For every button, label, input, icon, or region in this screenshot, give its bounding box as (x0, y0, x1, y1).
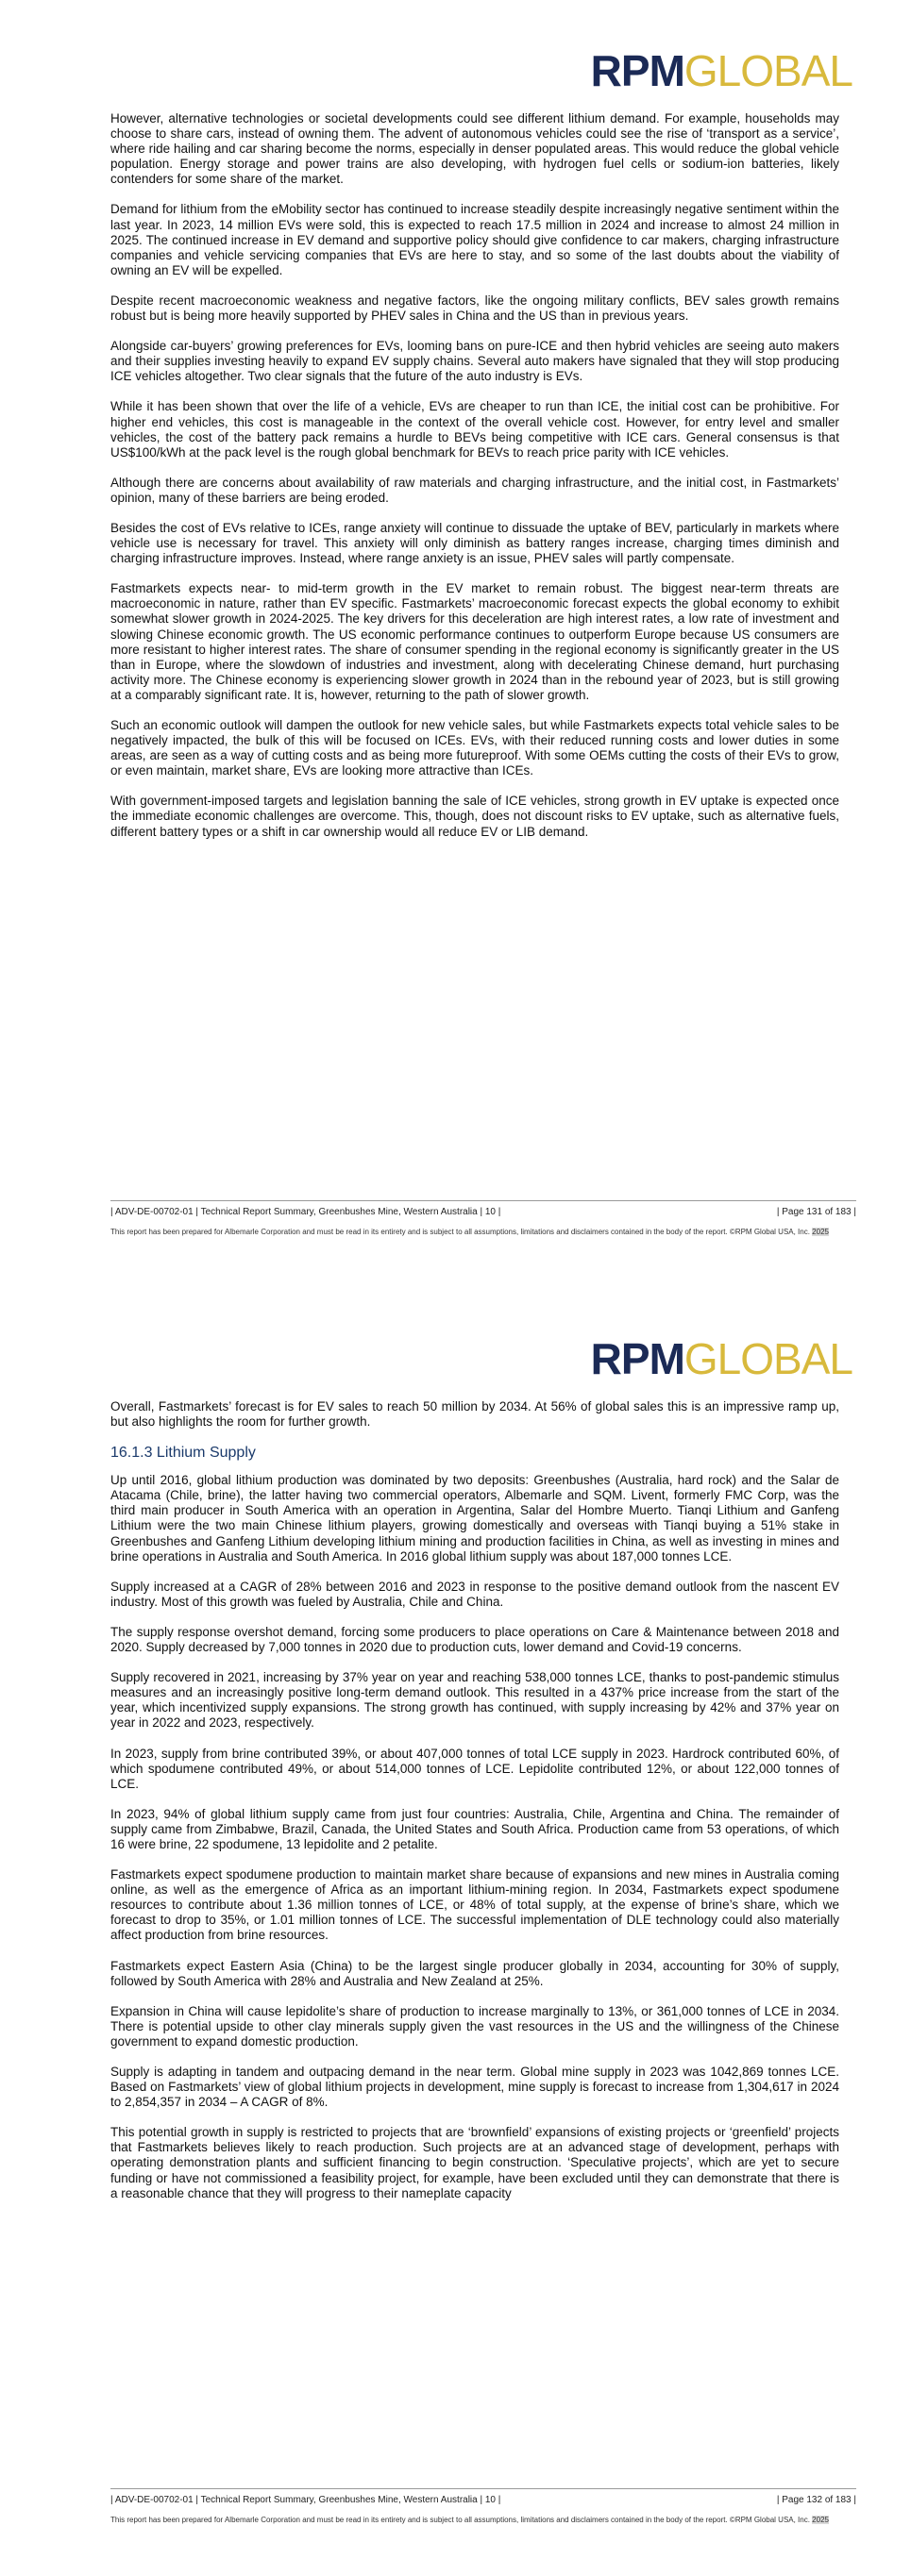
paragraph: However, alternative technologies or societal developments could see different lithium demand. For example, households may choose to share cars, instead of owning them. The advent of autonomous vehicles could see the rise of ‘transport as a service’, where ride hailing and car sharing become the norms, especially in denser populated areas. This would reduce the global vehicle population. Energy storage and power trains are also developing, with hydrogen fuel cells or sodium-ion batteries, likely contenders for some share of the market. (110, 111, 839, 187)
paragraph: In 2023, supply from brine contributed 39%, or about 407,000 tonnes of total LCE supply in 2023. Hardrock contributed 60%, of which spodumene contributed 49%, or about 514,000 tonnes of LCE. Lepidolite contributed 12%, or about 122,000 tonnes of LCE. (110, 1746, 839, 1791)
disclaimer-text: This report has been prepared for Albemarle Corporation and must be read in its entirety and is subject to all assumptions, limitations and disclaimers contained in the body of the report. (110, 1228, 730, 1236)
copyright-owner: RPM Global USA, Inc. (734, 2516, 813, 2524)
paragraph: Up until 2016, global lithium production was dominated by two deposits: Greenbushes (Australia, hard rock) and the Salar de Atacama (Chile, brine), the latter having two commercial operators, Albemarle and SQM. Livent, formerly FMC Corp, was the third main producer in South America with an operation in Argentina, Salar del Hombre Muerto. Tianqi Lithium and Ganfeng Lithium were the two main Chinese lithium players, growing domestically and overseas with Tianqi buying a 51% stake in Greenbushes and Ganfeng Lithium developing lithium mining and production facilities in China, as well as investing in mines and brine operations in Australia and South America. In 2016 global lithium supply was about 187,000 tonnes LCE. (110, 1473, 839, 1564)
section-heading: 16.1.3 Lithium Supply (110, 1445, 256, 1462)
paragraph: Fastmarkets expect Eastern Asia (China) to be the largest single producer globally in 2034, accounting for 30% of supply, followed by South America with 28% and Australia and New Zealand at 25%. (110, 1958, 839, 1988)
rpm-global-logo (590, 1334, 852, 1383)
paragraph: Expansion in China will cause lepidolite’s share of production to increase marginally to 13%, or 361,000 tonnes of LCE in 2034. There is potential upside to other clay minerals supply given the vast resources in the US and the willingness of the Chinese government to expand domestic production. (110, 2003, 839, 2049)
footer-line (110, 1207, 856, 1220)
logo-rpm-text: RPM (590, 46, 684, 95)
page-number: | Page 132 of 183 | (776, 2495, 856, 2505)
copyright-owner: RPM Global USA, Inc. (734, 1228, 813, 1236)
copyright-year: 2025 (812, 1228, 829, 1236)
paragraph: The supply response overshot demand, forcing some producers to place operations on Care & Maintenance between 2018 and 2020. Supply decreased by 7,000 tonnes in 2020 due to production cuts, lower demand and Covid-19 concerns. (110, 1624, 839, 1655)
intro-paragraph: Overall, Fastmarkets’ forecast is for EV sales to reach 50 million by 2034. At 56% of global sales this is an impressive ramp up, but also highlights the room for further growth. (110, 1399, 839, 1430)
paragraph: Supply increased at a CAGR of 28% between 2016 and 2023 in response to the positive demand outlook from the nascent EV industry. Most of this growth was fueled by Australia, Chile and China. (110, 1579, 839, 1609)
footer-document-info: | ADV-DE-00702-01 | Technical Report Summary, Greenbushes Mine, Western Australia | 10 | (110, 1207, 501, 1217)
paragraph: Despite recent macroeconomic weakness and negative factors, like the ongoing military conflicts, BEV sales growth remains robust but is being more heavily supported by PHEV sales in China and the US than in previous years. (110, 293, 839, 324)
paragraph: Although there are concerns about availability of raw materials and charging infrastructure, and the initial cost, in Fastmarkets’ opinion, many of these barriers are being eroded. (110, 475, 839, 505)
disclaimer-text: This report has been prepared for Albemarle Corporation and must be read in its entirety and is subject to all assumptions, limitations and disclaimers contained in the body of the report. (110, 2516, 730, 2524)
page-131-body (110, 111, 839, 855)
footer-line (110, 2495, 856, 2508)
logo-rpm-text: RPM (590, 1334, 684, 1383)
copyright-year: 2025 (812, 2516, 829, 2524)
footer-divider (110, 1200, 856, 1201)
paragraph: This potential growth in supply is restricted to projects that are ‘brownfield’ expansions of existing projects or ‘greenfield’ projects that Fastmarkets believes likely to reach production. Such projects are at an advanced stage of development, perhaps with operating demonstration plants and sufficient financing to begin construction. ‘Speculative projects’, which are yet to secure funding or have not commissioned a feasibility project, for example, have been excluded until they can demonstrate that there is a reasonable chance that they will progress to their nameplate capacity (110, 2125, 839, 2200)
logo-global-text: GLOBAL (683, 46, 852, 95)
logo-global-text: GLOBAL (683, 1334, 852, 1383)
paragraph: Demand for lithium from the eMobility sector has continued to increase steadily despite increasingly negative sentiment within the last year. In 2023, 14 million EVs were sold, this is expected to reach 17.5 million in 2024 and increase to almost 24 million in 2025. The continued increase in EV demand and supportive policy should give confidence to car makers, charging infrastructure companies and vehicle servicing companies that EVs are here to stay, and so some of the last doubts about the viability of owning an EV will be expelled. (110, 202, 839, 277)
paragraph: Supply is adapting in tandem and outpacing demand in the near term. Global mine supply in 2023 was 1042,869 tonnes LCE. Based on Fastmarkets’ view of global lithium projects in development, mine supply is forecast to increase from 1,304,617 in 2024 to 2,854,357 in 2034 – A CAGR of 8%. (110, 2065, 839, 2110)
footer-disclaimer (110, 2516, 839, 2525)
rpm-global-logo (590, 46, 852, 95)
page-footer (110, 1200, 856, 1237)
paragraph: Fastmarkets expect spodumene production to maintain market share because of expansions and new mines in Australia coming online, as well as the emergence of Africa as an important lithium-mining region. In 2034, Fastmarkets expect spodumene resources to contribute about 1.36 million tonnes of LCE, or 48% of total supply, at the expense of brine’s share, which we forecast to drop to 35%, or 1.01 million tonnes of LCE. The successful implementation of DLE technology could also materially affect production from brine resources. (110, 1867, 839, 1943)
footer-divider (110, 2488, 856, 2489)
footer-disclaimer (110, 1228, 839, 1237)
footer-document-info: | ADV-DE-00702-01 | Technical Report Summary, Greenbushes Mine, Western Australia | 10 | (110, 2495, 501, 2505)
paragraph: In 2023, 94% of global lithium supply came from just four countries: Australia, Chile, Argentina and China. The remainder of supply came from Zimbabwe, Brazil, Canada, the United States and South Africa. Production came from 53 operations, of which 16 were brine, 22 spodumene, 13 lepidolite and 2 petalite. (110, 1806, 839, 1851)
paragraph: Alongside car-buyers’ growing preferences for EVs, looming bans on pure-ICE and then hybrid vehicles are seeing auto makers and their supplies investing heavily to expand EV supply chains. Several auto makers have signaled that they will stop producing ICE vehicles altogether. Two clear signals that the future of the auto industry is EVs. (110, 339, 839, 384)
report-page-132 (0, 1288, 911, 2576)
paragraph: Besides the cost of EVs relative to ICEs, range anxiety will continue to dissuade the uptake of BEV, particularly in markets where vehicle use is necessary for travel. This anxiety will only diminish as battery ranges increase, charging times diminish and charging infrastructure improves. Instead, where range anxiety is an issue, PHEV sales will partly compensate. (110, 520, 839, 566)
page-footer (110, 2488, 856, 2525)
page-132-body (110, 1399, 839, 2216)
paragraph: While it has been shown that over the life of a vehicle, EVs are cheaper to run than ICE, the initial cost can be prohibitive. For higher end vehicles, this cost is manageable in the context of the overall vehicle cost. However, for entry level and smaller vehicles, the cost of the battery pack remains a hurdle to BEVs being competitive with ICE cars. General consensus is that US$100/kWh at the pack level is the rough global benchmark for BEVs to reach price parity with ICE vehicles. (110, 399, 839, 460)
paragraph: Such an economic outlook will dampen the outlook for new vehicle sales, but while Fastmarkets expects total vehicle sales to be negatively impacted, the bulk of this will be focused on ICEs. EVs, with their reduced running costs and lower duties in some areas, are seen as a way of cutting costs and as being more futureproof. With some OEMs cutting the costs of their EVs to grow, or even maintain, market share, EVs are looking more attractive than ICEs. (110, 718, 839, 778)
paragraph: Fastmarkets expects near- to mid-term growth in the EV market to remain robust. The biggest near-term threats are macroeconomic in nature, rather than EV specific. Fastmarkets’ macroeconomic forecast expects the global economy to exhibit somewhat slower growth in 2024-2025. The key drivers for this deceleration are high interest rates, a low rate of investment and slowing Chinese economic growth. The US economic performance continues to outperform Europe because US consumers are more resistant to higher interest rates. The share of consumer spending in the regional economy is significantly greater in the US than in Europe, where the slowdown of industries and investment, along with decelerating Chinese demand, hurt purchasing activity more. The Chinese economy is experiencing slower growth in 2024 than in the rebound year of 2023, but is still growing at a comparably significant rate. It is, however, returning to the path of slower growth. (110, 581, 839, 702)
copyright-icon: © (729, 2516, 735, 2524)
page-number: | Page 131 of 183 | (776, 1207, 856, 1217)
paragraph: With government-imposed targets and legislation banning the sale of ICE vehicles, strong growth in EV uptake is expected once the immediate economic challenges are overcome. This, though, does not discount risks to EV uptake, such as alternative fuels, different battery types or a shift in car ownership would all reduce EV or LIB demand. (110, 794, 839, 839)
copyright-icon: © (729, 1228, 735, 1236)
paragraph: Supply recovered in 2021, increasing by 37% year on year and reaching 538,000 tonnes LCE, thanks to post-pandemic stimulus measures and an increasingly positive long-term demand outlook. This resulted in a 437% price increase from the start of the year, which incentivized supply expansions. The strong growth has continued, with supply increasing by 42% and 37% year on year in 2022 and 2023, respectively. (110, 1670, 839, 1731)
